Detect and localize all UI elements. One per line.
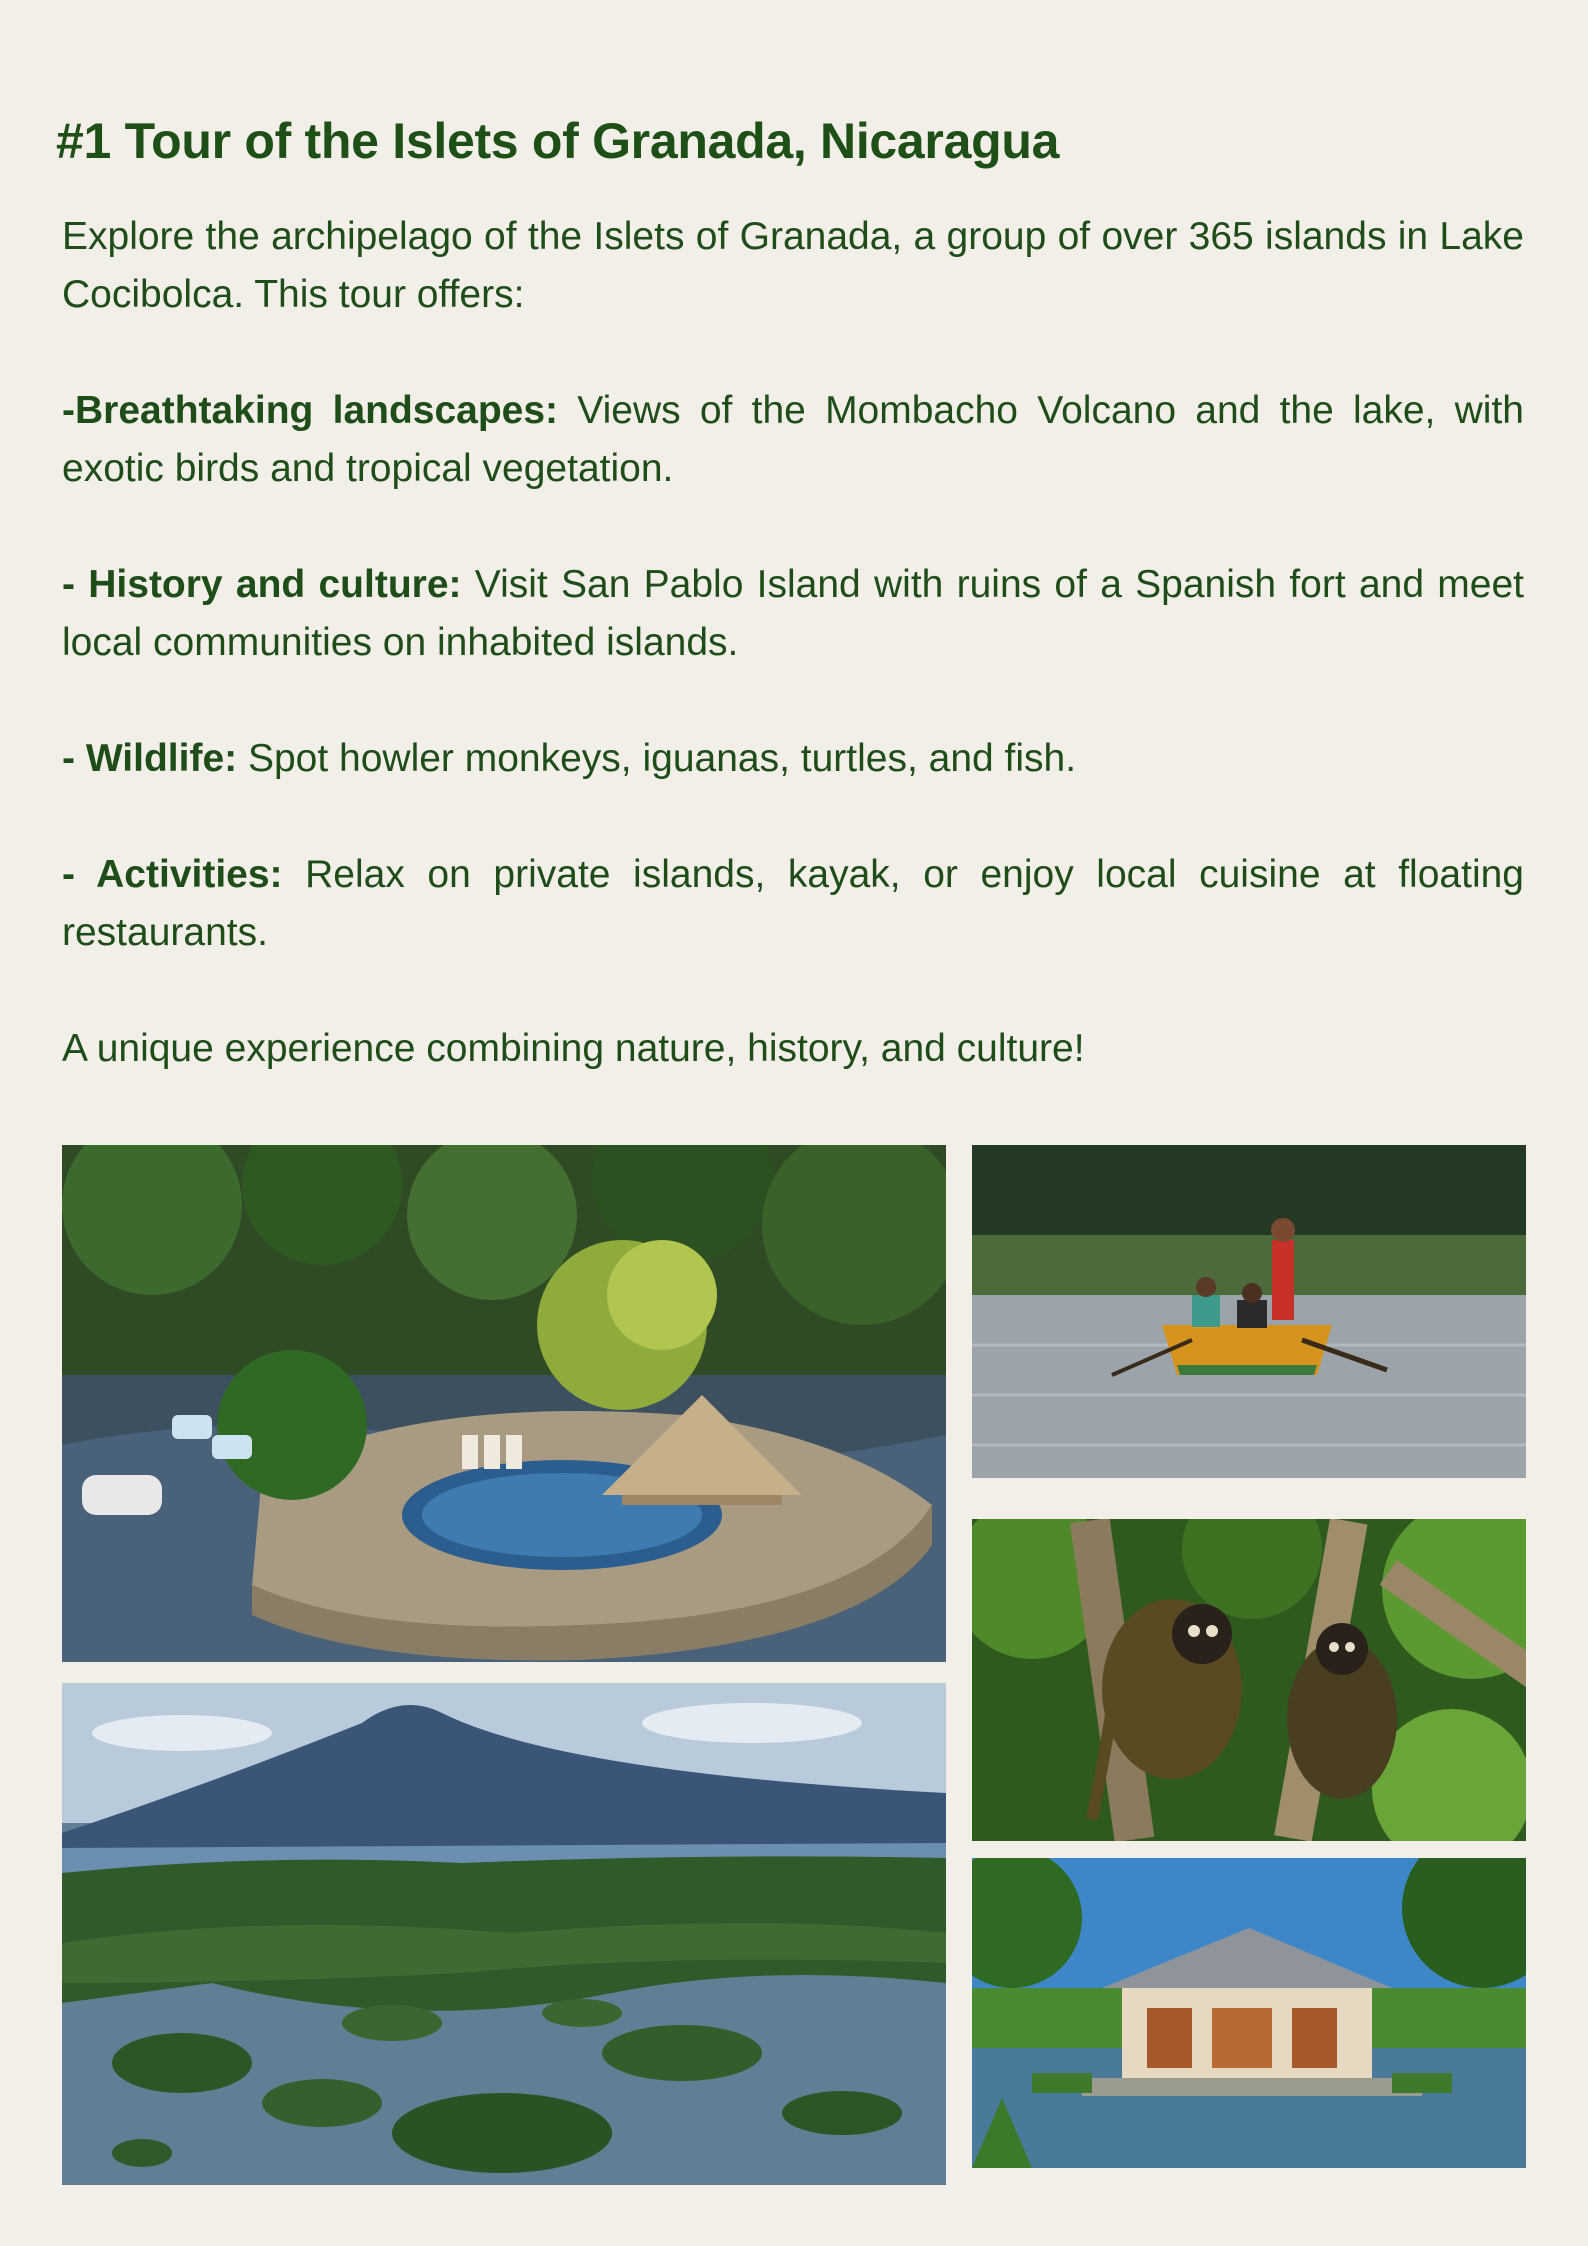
highlight-history [62,556,1524,672]
tour-description [62,208,1524,1136]
highlight-label: - Wildlife: [62,737,238,780]
highlight-activities [62,846,1524,962]
closing-paragraph: A unique experience combining nature, history, and culture! [62,1027,1085,1070]
page-title: #1 Tour of the Islets of Granada, Nicaragua [56,113,1060,169]
floating-restaurant-photo [972,1858,1526,2168]
island-resort-photo [62,1145,946,1662]
highlight-text: Views of the Mombacho Volcano and the lake, with exotic birds and tropical vegetation. [62,389,1524,490]
rowboat-photo [972,1145,1526,1478]
highlight-label: -Breathtaking landscapes: [62,389,559,432]
highlight-text: Spot howler monkeys, iguanas, turtles, and fish. [237,737,1077,780]
highlight-label: - Activities: [62,853,283,896]
highlight-label: - History and culture: [62,563,462,606]
highlight-landscapes [62,382,1524,498]
highlight-text: Relax on private islands, kayak, or enjoy local cuisine at floating restaurants. [62,853,1524,954]
intro-paragraph: Explore the archipelago of the Islets of Granada, a group of over 365 islands in Lake Cocibolca. This tour offers: [62,215,1524,316]
highlight-text: Visit San Pablo Island with ruins of a Spanish fort and meet local communities on inhabited islands. [62,563,1524,664]
islets-aerial-photo [62,1683,946,2185]
monkeys-photo [972,1519,1526,1841]
highlight-wildlife [62,730,1524,788]
